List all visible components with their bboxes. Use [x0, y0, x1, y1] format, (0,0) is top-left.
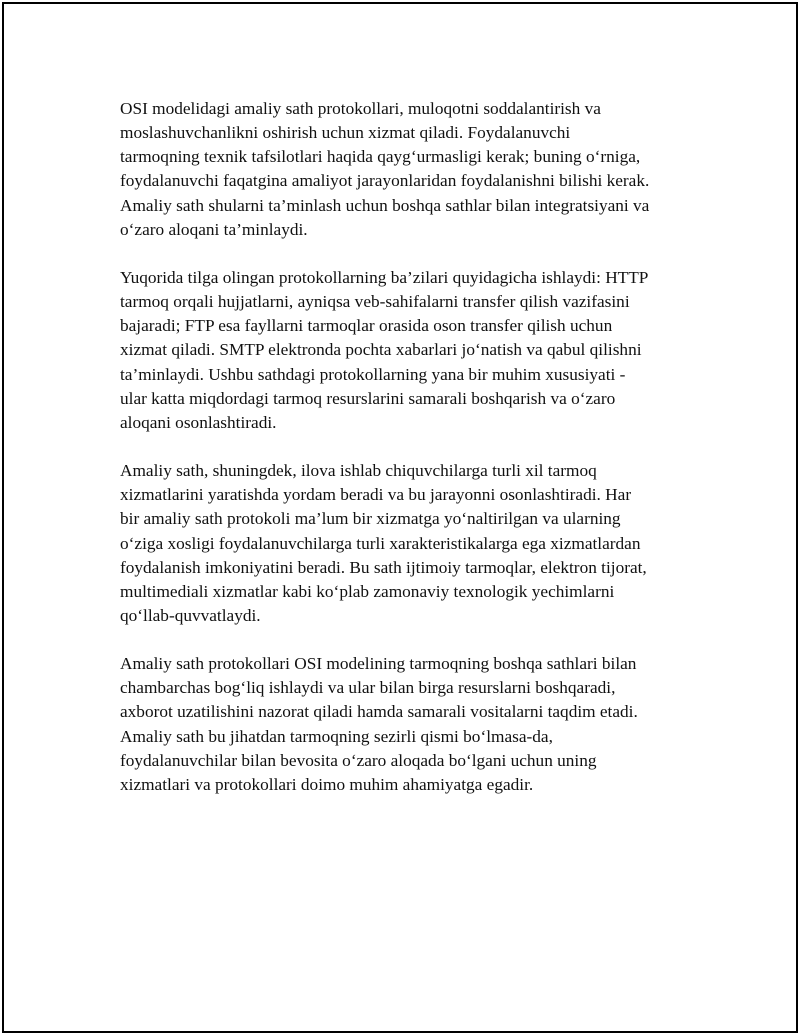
paragraph-2: Yuqorida tilga olingan protokollarning ba’zilari quyidagicha ishlaydi: HTTP tarmoq orqali hujjatlarni, ayniqsa veb-sahifalarni transfer qilish vazifasini bajaradi; FTP esa fayllarni tarmoqlar orasida oson transfer qilish uchun xizmat qiladi. SMTP elektronda pochta xabarlari jo‘natish va qabul qilishni ta’minlaydi. Ushbu sathdagi protokollarning yana bir muhim xususiyati - ular katta miqdordagi tarmoq resurslarini samarali boshqarish va o‘zaro aloqani osonlashtiradi. [120, 267, 649, 432]
paragraph-4: Amaliy sath protokollari OSI modelining tarmoqning boshqa sathlari bilan chambarchas bog‘liq ishlaydi va ular bilan birga resurslarni boshqaradi, axborot uzatilishini nazorat qiladi hamda samarali vositalarni taqdim etadi. Amaliy sath bu jihatdan tarmoqning sezirli qismi bo‘lmasa-da, foydalanuvchilar bilan bevosita o‘zaro aloqada bo‘lgani uchun uning xizmatlari va protokollari doimo muhim ahamiyatga egadir. [120, 654, 638, 794]
document-page [2, 2, 798, 1033]
document-body [120, 97, 690, 821]
paragraph-3: Amaliy sath, shuningdek, ilova ishlab chiquvchilarga turli xil tarmoq xizmatlarini yaratishda yordam beradi va bu jarayonni osonlashtiradi. Har bir amaliy sath protokoli ma’lum bir xizmatga yo‘naltirilgan va ularning o‘ziga xosligi foydalanuvchilarga turli xarakteristikalarga ega xizmatlardan foydalanish imkoniyatini beradi. Bu sath ijtimoiy tarmoqlar, elektron tijorat, multimediali xizmatlar kabi ko‘plab zamonaviy texnologik yechimlarni qo‘llab-quvvatlaydi. [120, 461, 647, 625]
paragraph-1: OSI modelidagi amaliy sath protokollari, muloqotni soddalantirish va moslashuvchanlikni oshirish uchun xizmat qiladi. Foydalanuvchi tarmoqning texnik tafsilotlari haqida qayg‘urmasligi kerak; buning o‘rniga, foydalanuvchi faqatgina amaliyot jarayonlaridan foydalanishni bilishi kerak. Amaliy sath shularni ta’minlash uchun boshqa sathlar bilan integratsiyani va o‘zaro aloqani ta’minlaydi. [120, 99, 650, 239]
